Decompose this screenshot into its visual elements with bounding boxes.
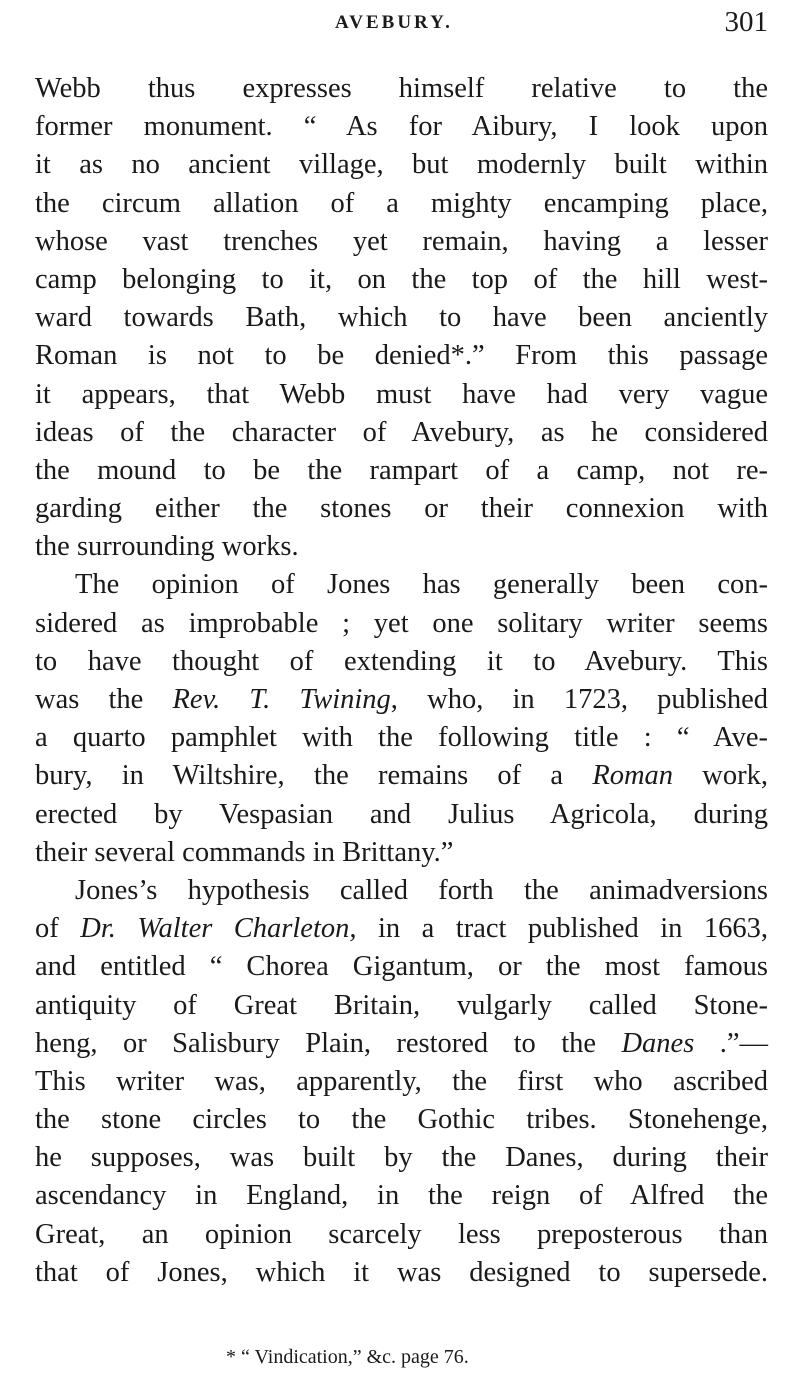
text-line bbox=[35, 1025, 768, 1063]
text-line bbox=[35, 414, 768, 452]
text-segment: This writer was, apparently, the first who ascribed bbox=[35, 1065, 768, 1097]
text-segment: antiquity of Great Britain, vulgarly called Stone- bbox=[35, 989, 768, 1021]
text-line bbox=[35, 490, 768, 528]
text-line bbox=[35, 1254, 768, 1292]
text-segment: former monument. “ As for Aibury, I look upon bbox=[35, 111, 768, 143]
text-line bbox=[35, 719, 768, 757]
text-segment: and entitled “ Chorea Gigantum, or the most famous bbox=[35, 951, 768, 983]
footnote: * “ Vindication,” &c. page 76. bbox=[226, 1346, 469, 1368]
italic-text: Roman bbox=[592, 760, 674, 792]
text-segment: , who, in 1723, published bbox=[390, 684, 768, 715]
text-line bbox=[35, 108, 768, 146]
text-line bbox=[35, 376, 768, 414]
text-line bbox=[35, 1139, 768, 1177]
text-segment: the circum allation of a mighty encamping place, bbox=[35, 187, 768, 219]
text-line bbox=[35, 872, 768, 910]
text-segment: ward towards Bath, which to have been anciently bbox=[35, 302, 768, 334]
text-line bbox=[35, 528, 768, 566]
italic-text: Rev. T. Twining bbox=[172, 684, 391, 715]
text-segment: the surrounding works. bbox=[35, 531, 299, 563]
text-segment: ascendancy in England, in the reign of Alfred the bbox=[35, 1180, 768, 1212]
text-segment: a quarto pamphlet with the following title : “ Ave- bbox=[35, 722, 768, 754]
text-segment: it appears, that Webb must have had very vague bbox=[35, 378, 768, 410]
text-segment: Jones’s hypothesis called forth the animadversions bbox=[75, 874, 768, 906]
text-segment: in a tract published in 1663, bbox=[356, 913, 768, 945]
text-line bbox=[35, 337, 768, 375]
text-segment: Roman is not to be denied*.” From this passage bbox=[35, 340, 768, 372]
text-segment: whose vast trenches yet remain, having a lesser bbox=[35, 225, 768, 257]
text-line bbox=[35, 566, 768, 604]
text-line bbox=[35, 681, 768, 719]
page-header bbox=[0, 6, 800, 40]
text-segment: The opinion of Jones has generally been con- bbox=[75, 569, 768, 601]
page-number: 301 bbox=[724, 6, 768, 38]
text-segment: Webb thus expresses himself relative to the bbox=[35, 73, 768, 104]
text-line bbox=[35, 834, 768, 872]
text-line bbox=[35, 261, 768, 299]
text-line bbox=[35, 223, 768, 261]
text-line bbox=[35, 70, 768, 108]
text-segment: it as no ancient village, but modernly built within bbox=[35, 149, 768, 181]
running-title: AVEBURY. bbox=[335, 12, 453, 33]
text-segment: that of Jones, which it was designed to supersede. bbox=[35, 1256, 768, 1288]
text-segment: bury, in Wiltshire, the remains of a bbox=[35, 760, 593, 792]
text-segment: heng, or Salisbury Plain, restored to the bbox=[35, 1027, 622, 1059]
text-line bbox=[35, 299, 768, 337]
text-line bbox=[35, 1063, 768, 1101]
text-segment: camp belonging to it, on the top of the hill west- bbox=[35, 263, 768, 295]
text-segment: sidered as improbable ; yet one solitary writer seems bbox=[35, 607, 768, 639]
text-line bbox=[35, 1101, 768, 1139]
italic-text: Dr. Walter Charleton, bbox=[80, 913, 357, 945]
text-segment: he supposes, was built by the Danes, during their bbox=[35, 1142, 768, 1174]
text-line bbox=[35, 1177, 768, 1215]
body-text bbox=[35, 70, 768, 1292]
text-segment: garding either the stones or their connexion with bbox=[35, 493, 768, 525]
text-line bbox=[35, 948, 768, 986]
text-line bbox=[35, 605, 768, 643]
text-segment: to have thought of extending it to Avebury. This bbox=[35, 645, 768, 677]
text-segment: work, bbox=[673, 760, 768, 792]
text-segment: ideas of the character of Avebury, as he considered bbox=[35, 416, 768, 448]
text-segment: .”— bbox=[694, 1027, 769, 1059]
text-line bbox=[35, 757, 768, 795]
text-line bbox=[35, 185, 768, 223]
text-segment: the mound to be the rampart of a camp, not re- bbox=[35, 454, 768, 486]
text-line bbox=[35, 643, 768, 681]
text-line bbox=[35, 1216, 768, 1254]
text-line bbox=[35, 987, 768, 1025]
text-line bbox=[35, 910, 768, 948]
text-line bbox=[35, 452, 768, 490]
text-segment: of bbox=[35, 913, 81, 945]
text-segment: the stone circles to the Gothic tribes. Stonehenge, bbox=[35, 1104, 768, 1136]
text-segment: erected by Vespasian and Julius Agricola, during bbox=[35, 798, 768, 830]
italic-text: Danes bbox=[621, 1027, 695, 1059]
text-line bbox=[35, 796, 768, 834]
text-segment: their several commands in Brittany.” bbox=[35, 836, 454, 868]
text-line bbox=[35, 146, 768, 184]
text-segment: Great, an opinion scarcely less preposterous than bbox=[35, 1218, 768, 1250]
text-segment: was the bbox=[35, 684, 173, 715]
